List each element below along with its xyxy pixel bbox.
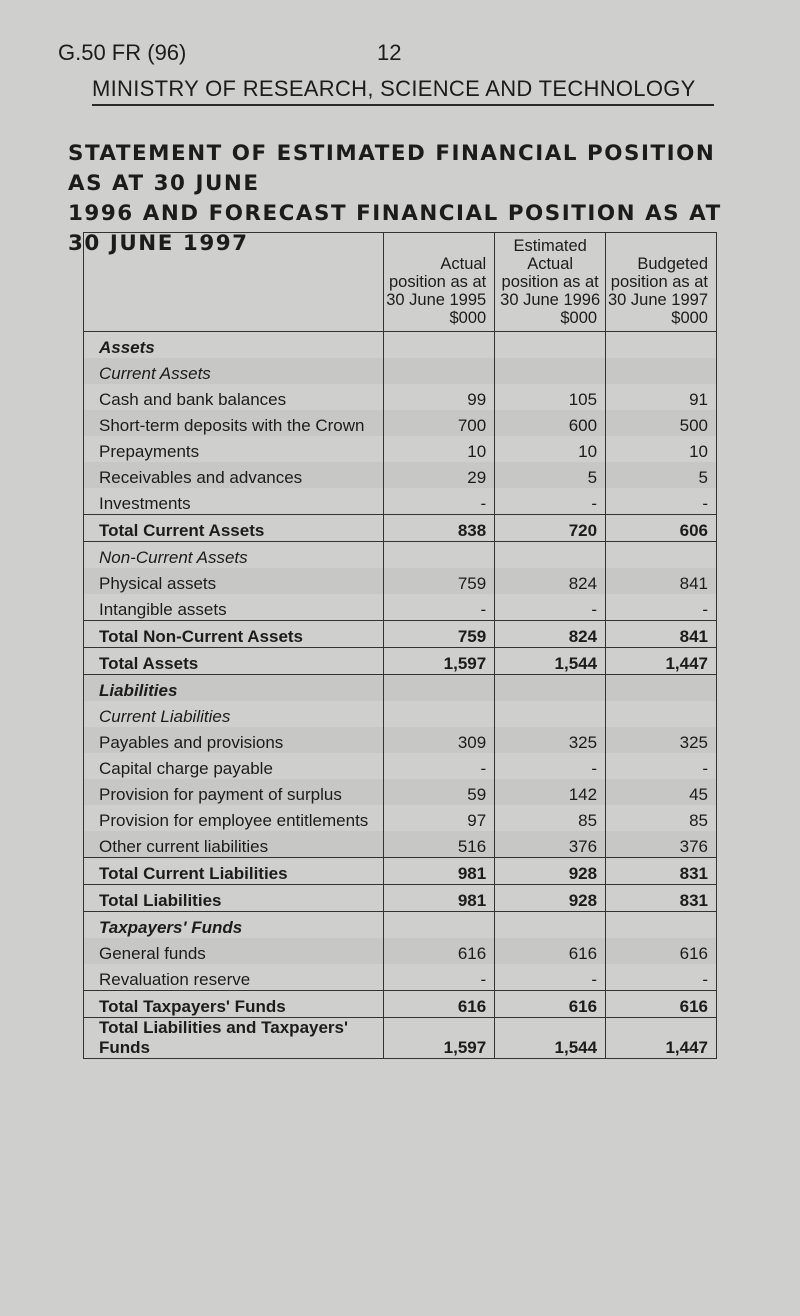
value-cell: 700 [384,410,495,436]
row-label: Liabilities [84,675,384,702]
table-row [84,488,717,515]
row-label: Provision for payment of surplus [84,779,384,805]
value-cell: - [606,964,717,991]
total-row [84,991,717,1018]
row-label: Total Taxpayers' Funds [84,991,384,1018]
value-cell: 841 [606,621,717,648]
value-cell: - [495,753,606,779]
column-header-budgeted-1997 [606,233,717,332]
value-cell: - [606,594,717,621]
value-cell: 1,447 [606,1018,717,1059]
table-row [84,964,717,991]
value-cell [606,332,717,359]
value-cell: 616 [606,938,717,964]
value-cell [606,912,717,939]
value-cell [606,358,717,384]
header-blank-cell [84,233,384,332]
value-cell: 1,597 [384,1018,495,1059]
column-header-line: Estimated Actual [513,237,587,273]
value-cell: 616 [606,991,717,1018]
total-row [84,1018,717,1059]
table-row [84,568,717,594]
value-cell [495,332,606,359]
value-cell [495,912,606,939]
column-header-line: position as at [610,273,708,291]
total-row [84,858,717,885]
column-header-unit: $000 [560,309,598,327]
table-row [84,594,717,621]
header-rule [92,104,714,106]
value-cell: 928 [495,858,606,885]
row-label: Intangible assets [99,600,227,619]
value-cell: - [384,594,495,621]
table-row [84,436,717,462]
value-cell: 838 [384,515,495,542]
value-cell: 59 [384,779,495,805]
total-row [84,515,717,542]
row-label: Current Assets [84,358,384,384]
row-label: Capital charge payable [99,759,273,778]
total-row [84,621,717,648]
ministry-name: MINISTRY OF RESEARCH, SCIENCE AND TECHNOLOGY [92,76,696,101]
section-heading-row [84,675,717,702]
value-cell: 97 [384,805,495,831]
value-cell: 759 [384,568,495,594]
row-label: Provision for employee entitlements [99,811,369,830]
row-label: Total Assets [84,648,384,675]
value-cell: 616 [495,991,606,1018]
value-cell: - [384,488,495,515]
value-cell: 824 [495,621,606,648]
value-cell: - [495,964,606,991]
value-cell: - [495,594,606,621]
table-row [84,938,717,964]
value-cell: 841 [606,568,717,594]
table-row [84,831,717,858]
value-cell: 85 [606,805,717,831]
value-cell [495,358,606,384]
row-label: Cash and bank balances [99,390,287,409]
value-cell: 142 [495,779,606,805]
value-cell: 5 [495,462,606,488]
row-label: Total Current Assets [84,515,384,542]
column-header-line: position as at [501,273,599,291]
table-row [84,384,717,410]
row-label: Physical assets [84,568,384,594]
value-cell: 516 [384,831,495,858]
table-row [84,753,717,779]
row-label: Receivables and advances [84,462,384,488]
column-header-unit: $000 [671,309,708,327]
value-cell: 29 [384,462,495,488]
value-cell: - [606,753,717,779]
value-cell: 105 [495,384,606,410]
total-row [84,648,717,675]
statement-title-line-1: STATEMENT OF ESTIMATED FINANCIAL POSITION AS AT 30 JUNE [68,141,716,195]
row-label: Taxpayers' Funds [99,918,243,937]
value-cell [384,675,495,702]
value-cell: 824 [495,568,606,594]
section-heading-row [84,332,717,359]
row-label: Prepayments [99,442,200,461]
value-cell [384,701,495,727]
row-label: Total Current Liabilities [84,858,384,885]
section-heading-row [84,358,717,384]
value-cell: 1,597 [384,648,495,675]
column-header-line: 30 June 1997 [607,291,708,309]
value-cell [606,701,717,727]
value-cell: 5 [606,462,717,488]
value-cell: 500 [606,410,717,436]
value-cell: 616 [384,938,495,964]
column-header-line: position as at [388,273,487,291]
section-heading-row [84,701,717,727]
column-header-row [84,233,717,332]
value-cell [495,542,606,569]
document-code: G.50 FR (96) [58,40,187,65]
value-cell: 981 [384,858,495,885]
value-cell: 600 [495,410,606,436]
value-cell: 376 [606,831,717,858]
row-label: Current Liabilities [99,707,231,726]
value-cell [384,358,495,384]
value-cell: 10 [384,436,495,462]
value-cell: 1,447 [606,648,717,675]
value-cell [495,675,606,702]
value-cell: 759 [384,621,495,648]
row-label: Total Liabilities and Taxpayers' Funds [84,1018,384,1059]
column-header-line: Budgeted [637,255,708,273]
row-label: Total Non-Current Assets [84,621,384,648]
value-cell: 376 [495,831,606,858]
value-cell: 1,544 [495,1018,606,1059]
row-label: Other current liabilities [84,831,384,858]
section-heading-row [84,542,717,569]
value-cell: 10 [495,436,606,462]
value-cell [606,675,717,702]
row-label: General funds [84,938,384,964]
table-row [84,805,717,831]
value-cell: 325 [606,727,717,753]
value-cell: 309 [384,727,495,753]
column-header-line: 30 June 1996 [500,291,601,309]
value-cell: 616 [495,938,606,964]
column-header-line: Actual [440,255,487,273]
value-cell: - [384,964,495,991]
value-cell: 10 [606,436,717,462]
value-cell [606,542,717,569]
row-label: Total Liabilities [84,885,384,912]
column-header-line: 30 June 1995 [386,291,487,309]
total-row [84,885,717,912]
table-row [84,727,717,753]
value-cell: 720 [495,515,606,542]
value-cell: 45 [606,779,717,805]
row-label: Revaluation reserve [99,970,251,989]
page-number: 12 [377,40,402,65]
value-cell: - [384,753,495,779]
financial-position-table [83,232,717,1059]
value-cell: 831 [606,858,717,885]
row-label: Non-Current Assets [99,548,248,567]
value-cell: 91 [606,384,717,410]
table-row [84,779,717,805]
value-cell [384,332,495,359]
value-cell: 99 [384,384,495,410]
table-row [84,462,717,488]
row-label: Payables and provisions [84,727,384,753]
value-cell: 831 [606,885,717,912]
value-cell: 981 [384,885,495,912]
value-cell: 325 [495,727,606,753]
table-row [84,410,717,436]
value-cell [384,912,495,939]
column-header-actual-1995 [384,233,495,332]
value-cell: 928 [495,885,606,912]
value-cell: 606 [606,515,717,542]
row-label: Assets [99,338,155,357]
value-cell: 616 [384,991,495,1018]
section-heading-row [84,912,717,939]
column-header-unit: $000 [449,309,487,327]
table-body [84,332,717,1059]
value-cell: 85 [495,805,606,831]
row-label: Investments [99,494,191,513]
value-cell: 1,544 [495,648,606,675]
value-cell [384,542,495,569]
value-cell: - [495,488,606,515]
row-label: Short-term deposits with the Crown [84,410,384,436]
column-header-estimated-1996 [495,233,606,332]
value-cell: - [606,488,717,515]
value-cell [495,701,606,727]
statement-title-line-2: 1996 AND FORECAST FINANCIAL POSITION AS AT 30 JUNE 1997 [68,201,722,255]
